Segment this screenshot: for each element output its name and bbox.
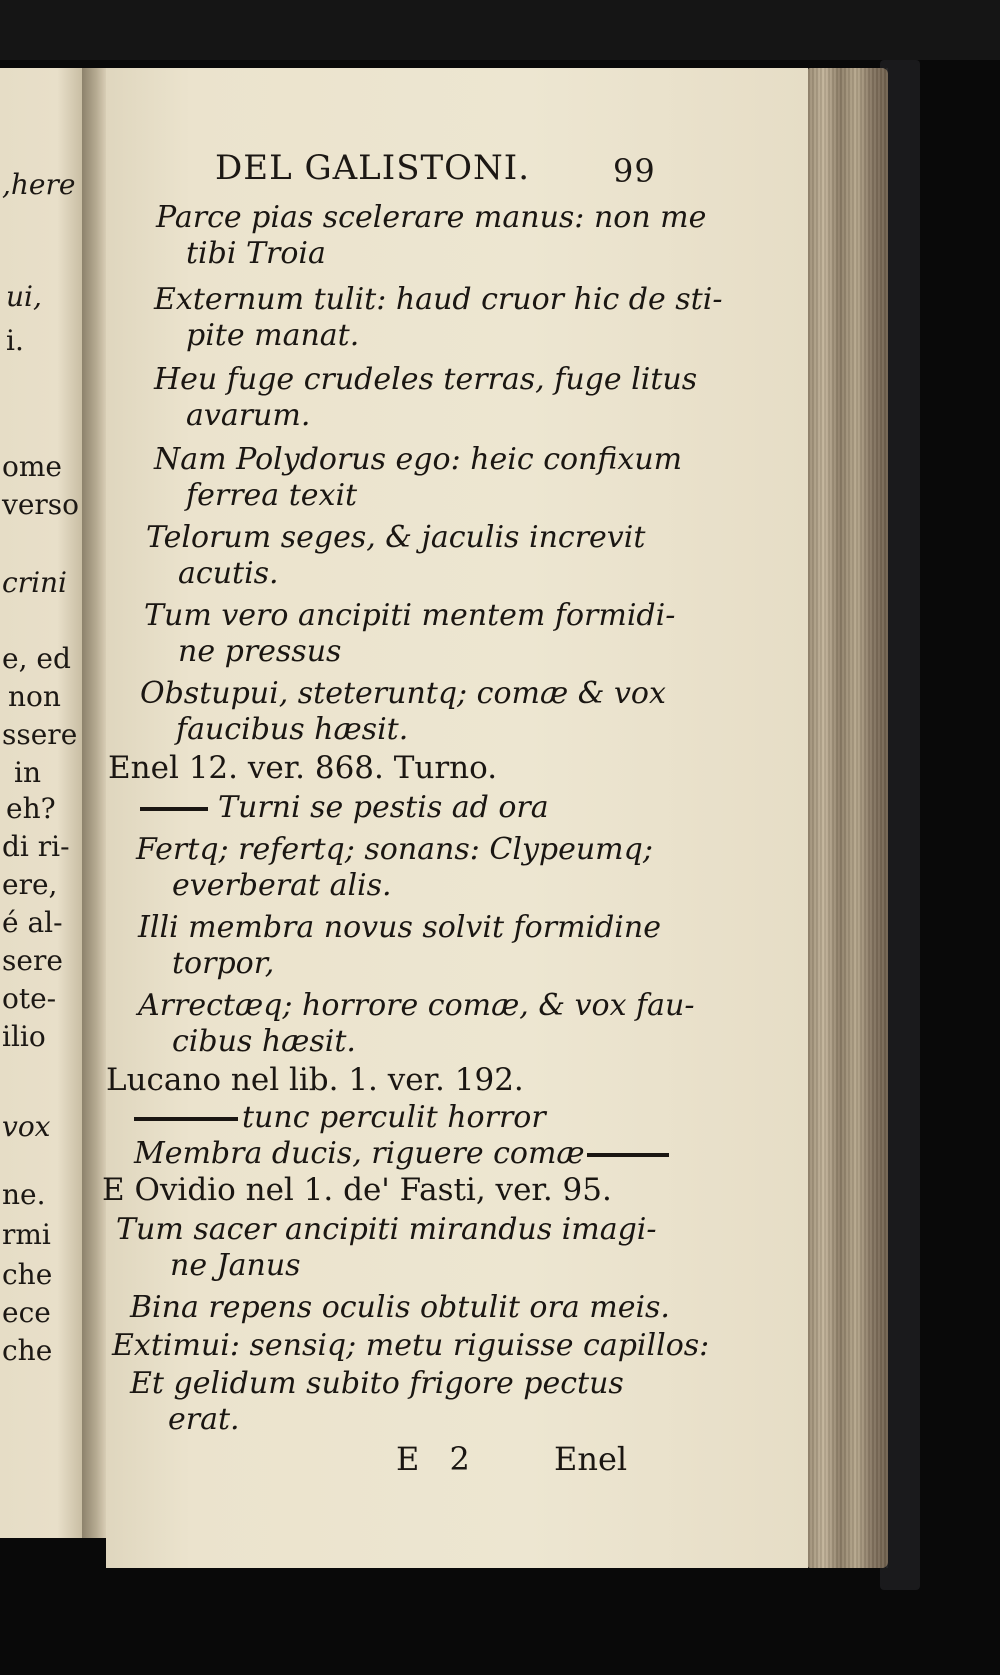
left-fragment: e, ed bbox=[2, 642, 71, 675]
left-fragment: vox bbox=[2, 1110, 51, 1143]
left-fragment: ui, bbox=[6, 280, 42, 313]
text-line-content: tunc perculit horror bbox=[242, 1100, 546, 1135]
text-line: Telorum seges, & jaculis increvit bbox=[146, 520, 646, 555]
left-fragment: in bbox=[14, 756, 41, 789]
text-line: erat. bbox=[168, 1402, 240, 1437]
text-line: Extimui: sensiq; metu riguisse capillos: bbox=[112, 1328, 710, 1363]
text-line: pite manat. bbox=[186, 318, 360, 353]
em-dash-rule bbox=[140, 807, 208, 811]
signature-mark: E 2 bbox=[396, 1440, 480, 1478]
em-dash-rule bbox=[587, 1153, 669, 1157]
left-fragment: che bbox=[2, 1334, 53, 1367]
left-fragment: non bbox=[8, 680, 61, 713]
text-line: Illi membra novus solvit formidine bbox=[138, 910, 661, 945]
book-gutter bbox=[82, 68, 106, 1538]
text-line: Nam Polydorus ego: heic confixum bbox=[154, 442, 683, 477]
text-line-content: Turni se pestis ad ora bbox=[218, 790, 549, 825]
text-line: ferrea texit bbox=[186, 478, 358, 513]
text-line: Et gelidum subito frigore pectus bbox=[130, 1366, 624, 1401]
text-line: Obstupui, steteruntq; comæ & vox bbox=[140, 676, 666, 711]
book-cover-top bbox=[0, 0, 1000, 60]
text-line bbox=[134, 1136, 669, 1171]
left-fragment: ilio bbox=[2, 1020, 46, 1053]
left-fragment: eh? bbox=[6, 792, 56, 825]
left-fragment: rmi bbox=[2, 1218, 51, 1251]
left-fragment: di ri- bbox=[2, 830, 70, 863]
left-fragment: sere bbox=[2, 944, 63, 977]
left-fragment: verso bbox=[2, 488, 79, 521]
catchword: Enel bbox=[554, 1440, 628, 1478]
left-fragment: i. bbox=[6, 324, 24, 357]
page-fore-edge bbox=[808, 68, 888, 1568]
left-fragment: ome bbox=[2, 450, 62, 483]
text-line: Bina repens oculis obtulit ora meis. bbox=[130, 1290, 670, 1325]
left-page bbox=[0, 68, 82, 1538]
left-fragment: ssere bbox=[2, 718, 78, 751]
text-line: avarum. bbox=[186, 398, 311, 433]
text-line-content: Membra ducis, riguere comæ bbox=[134, 1136, 585, 1171]
left-fragment: ,here bbox=[2, 168, 76, 201]
text-line: Lucano nel lib. 1. ver. 192. bbox=[106, 1062, 524, 1098]
text-line bbox=[134, 1100, 546, 1135]
running-title: DEL GALISTONI. bbox=[215, 148, 531, 188]
text-line: tibi Troia bbox=[186, 236, 326, 271]
left-fragment: ne. bbox=[2, 1178, 46, 1211]
text-line: cibus hæsit. bbox=[172, 1024, 356, 1059]
left-fragment: é al- bbox=[2, 906, 63, 939]
em-dash-rule bbox=[134, 1117, 238, 1121]
text-line: torpor, bbox=[172, 946, 275, 981]
left-fragment: ote- bbox=[2, 982, 57, 1015]
text-line: faucibus hæsit. bbox=[176, 712, 409, 747]
text-line: everberat alis. bbox=[172, 868, 392, 903]
text-line: Externum tulit: haud cruor hic de sti- bbox=[154, 282, 723, 317]
text-line: Enel 12. ver. 868. Turno. bbox=[108, 750, 498, 786]
text-line: Arrectæq; horrore comæ, & vox fau- bbox=[138, 988, 695, 1023]
text-line bbox=[140, 790, 549, 825]
text-line: ne Janus bbox=[170, 1248, 301, 1283]
text-line: Parce pias scelerare manus: non me bbox=[156, 200, 707, 235]
left-fragment: ece bbox=[2, 1296, 51, 1329]
left-fragment: che bbox=[2, 1258, 53, 1291]
text-line: acutis. bbox=[178, 556, 279, 591]
left-fragment: ere, bbox=[2, 868, 58, 901]
text-line: ne pressus bbox=[178, 634, 342, 669]
text-line: Tum vero ancipiti mentem formidi- bbox=[144, 598, 676, 633]
text-line: Heu fuge crudeles terras, fuge litus bbox=[154, 362, 698, 397]
text-line: Fertq; refertq; sonans: Clypeumq; bbox=[136, 832, 653, 867]
left-fragment: crini bbox=[2, 566, 68, 599]
text-line: E Ovidio nel 1. de' Fasti, ver. 95. bbox=[102, 1172, 612, 1208]
page-number: 99 bbox=[613, 152, 656, 190]
text-line: Tum sacer ancipiti mirandus imagi- bbox=[116, 1212, 657, 1247]
